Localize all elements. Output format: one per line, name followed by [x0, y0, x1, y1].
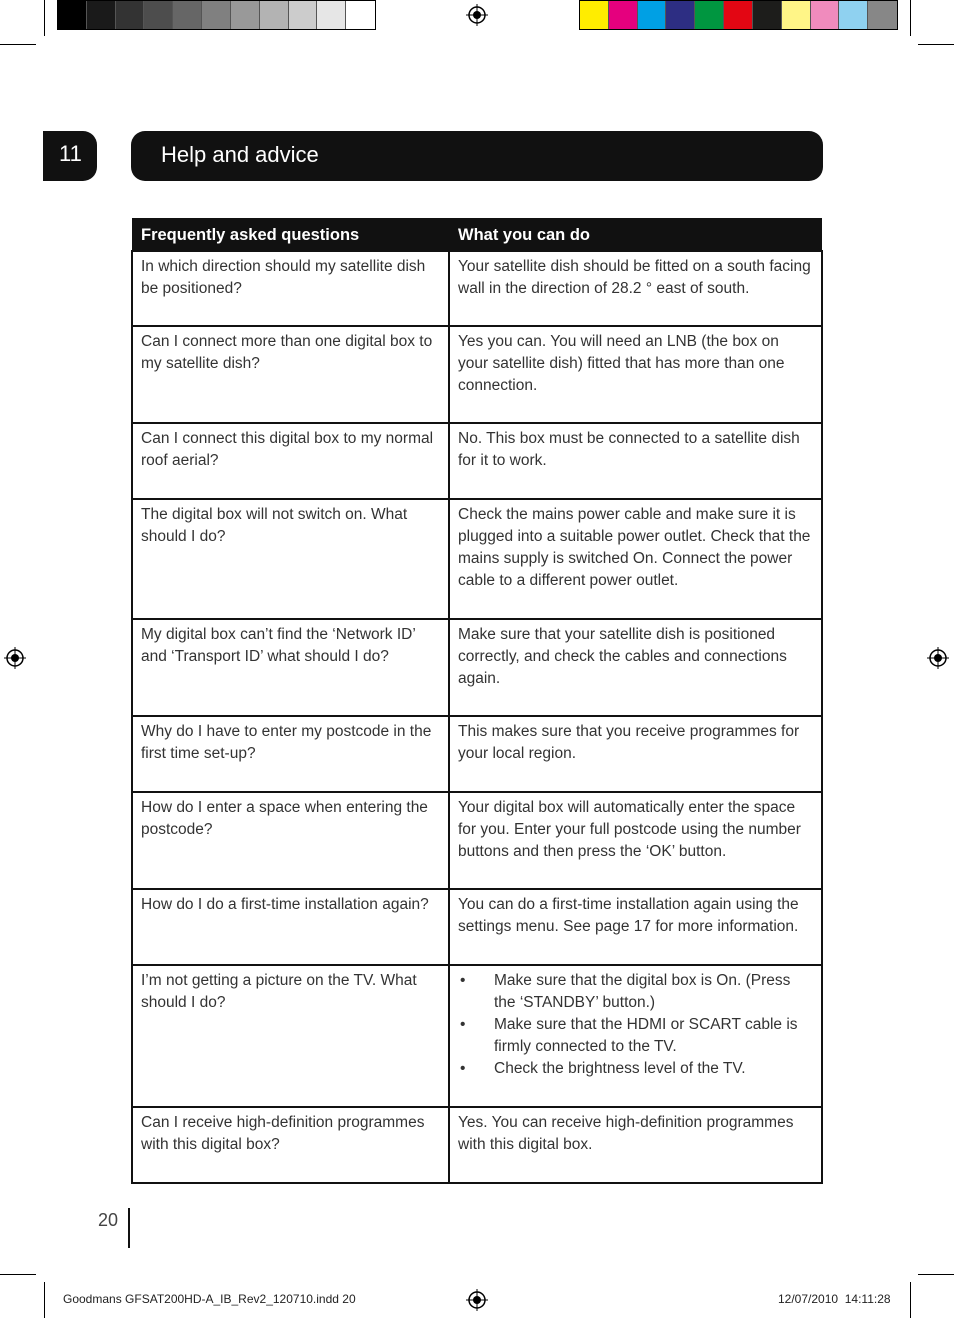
answer-cell: No. This box must be connected to a satellite dish for it to work.	[449, 423, 822, 499]
table-row	[132, 1107, 822, 1183]
crop-mark	[910, 0, 911, 36]
crop-mark	[0, 1274, 36, 1275]
footer-file-name: Goodmans GFSAT200HD-A_IB_Rev2_120710.indd 20	[63, 1292, 356, 1306]
color-swatch	[839, 1, 868, 29]
answer-cell: Yes. You can receive high-definition programmes with this digital box.	[449, 1107, 822, 1183]
answer-cell: Make sure that your satellite dish is positioned correctly, and check the cables and connections again.	[449, 619, 822, 716]
column-header-answers: What you can do	[449, 218, 822, 251]
chapter-number: 11	[43, 131, 97, 181]
color-swatch	[868, 1, 897, 29]
table-row	[132, 965, 822, 1107]
color-swatch	[289, 1, 318, 29]
answer-cell	[449, 965, 822, 1107]
table-row	[132, 499, 822, 619]
color-swatch	[753, 1, 782, 29]
question-cell: I’m not getting a picture on the TV. What should I do?	[132, 965, 449, 1107]
registration-mark-icon	[466, 4, 488, 26]
registration-mark-icon	[466, 1289, 488, 1311]
registration-mark-icon	[927, 647, 949, 669]
faq-header-row	[132, 218, 822, 251]
footer-timestamp	[778, 1292, 891, 1306]
color-swatch	[724, 1, 753, 29]
table-row	[132, 619, 822, 716]
table-row	[132, 792, 822, 889]
footer-time: 14:11:28	[844, 1292, 891, 1306]
table-row	[132, 889, 822, 965]
question-cell: In which direction should my satellite dish be positioned?	[132, 251, 449, 326]
crop-mark	[44, 1282, 45, 1318]
table-row	[132, 423, 822, 499]
answer-cell: This makes sure that you receive programmes for your local region.	[449, 716, 822, 792]
color-swatch	[811, 1, 840, 29]
crop-mark	[918, 44, 954, 45]
footer-date: 12/07/2010	[778, 1292, 839, 1306]
grayscale-color-bar	[57, 0, 376, 30]
crop-mark	[0, 44, 36, 45]
color-swatch	[638, 1, 667, 29]
page-title: Help and advice	[131, 131, 823, 181]
faq-table	[131, 218, 823, 1184]
table-row	[132, 716, 822, 792]
question-cell: Can I connect this digital box to my normal roof aerial?	[132, 423, 449, 499]
list-item: • Make sure that the digital box is On. (Press the ‘STANDBY’ button.)	[458, 970, 813, 1014]
color-swatch	[116, 1, 145, 29]
color-swatch	[782, 1, 811, 29]
color-swatch	[666, 1, 695, 29]
answer-cell: Your satellite dish should be fitted on a south facing wall in the direction of 28.2 ° east of south.	[449, 251, 822, 326]
answer-cell: Yes you can. You will need an LNB (the box on your satellite dish) fitted that has more than one connection.	[449, 326, 822, 423]
color-swatch	[231, 1, 260, 29]
crop-mark	[918, 1274, 954, 1275]
process-color-bar	[579, 0, 898, 30]
table-row	[132, 326, 822, 423]
question-cell: Can I connect more than one digital box to my satellite dish?	[132, 326, 449, 423]
registration-mark-icon	[4, 647, 26, 669]
table-row	[132, 251, 822, 326]
question-cell: How do I enter a space when entering the postcode?	[132, 792, 449, 889]
list-item: • Check the brightness level of the TV.	[458, 1058, 813, 1080]
answer-cell: Your digital box will automatically enter the space for you. Enter your full postcode using the number buttons and then press the ‘OK’ button.	[449, 792, 822, 889]
color-swatch	[317, 1, 346, 29]
list-item: • Make sure that the HDMI or SCART cable is firmly connected to the TV.	[458, 1014, 813, 1058]
crop-mark	[44, 0, 45, 36]
answer-cell: You can do a first-time installation again using the settings menu. See page 17 for more information.	[449, 889, 822, 965]
color-swatch	[144, 1, 173, 29]
crop-mark	[910, 1282, 911, 1318]
color-swatch	[87, 1, 116, 29]
question-cell: My digital box can’t find the ‘Network ID’ and ‘Transport ID’ what should I do?	[132, 619, 449, 716]
color-swatch	[202, 1, 231, 29]
color-swatch	[695, 1, 724, 29]
question-cell: How do I do a first-time installation again?	[132, 889, 449, 965]
page-number: 20	[98, 1210, 119, 1230]
color-swatch	[346, 1, 375, 29]
color-swatch	[580, 1, 609, 29]
color-swatch	[173, 1, 202, 29]
answer-cell: Check the mains power cable and make sure it is plugged into a suitable power outlet. Check that the mains supply is switched On. Connect the power cable to a different power outlet.	[449, 499, 822, 619]
answer-bullet-list	[458, 970, 813, 1080]
question-cell: The digital box will not switch on. What should I do?	[132, 499, 449, 619]
page-number-rule	[128, 1208, 130, 1248]
color-swatch	[260, 1, 289, 29]
column-header-questions: Frequently asked questions	[132, 218, 449, 251]
question-cell: Can I receive high-definition programmes with this digital box?	[132, 1107, 449, 1183]
question-cell: Why do I have to enter my postcode in the first time set-up?	[132, 716, 449, 792]
color-swatch	[58, 1, 87, 29]
color-swatch	[609, 1, 638, 29]
